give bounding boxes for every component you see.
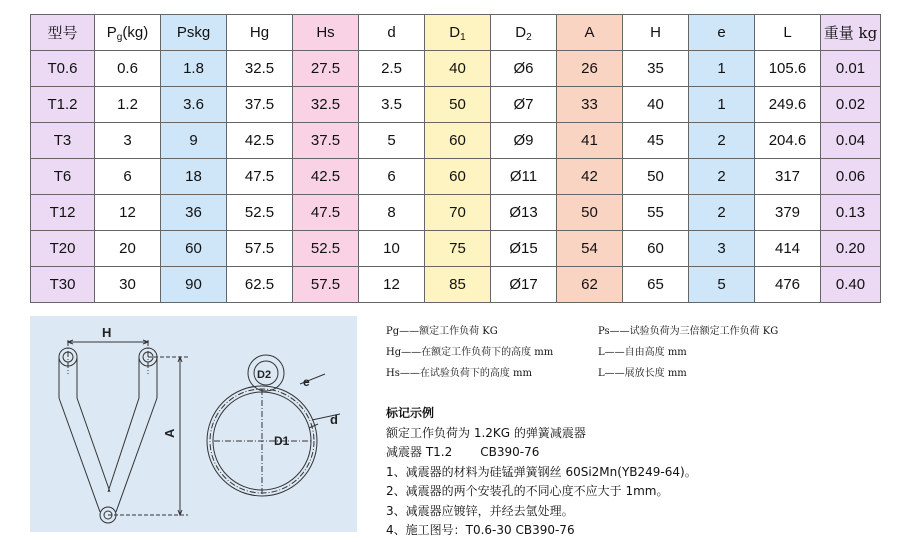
cell-model: T30 <box>31 267 95 303</box>
table-body <box>31 51 881 303</box>
notes-line-2-part-b: CB390-76 <box>480 445 540 459</box>
label-h: H <box>102 325 112 340</box>
cell-d2: Ø7 <box>491 87 557 123</box>
cell-weight: 0.06 <box>821 159 881 195</box>
spec-table <box>30 14 881 303</box>
label-d1: D1 <box>274 434 290 448</box>
cell-model: T20 <box>31 231 95 267</box>
cell-d: 5 <box>359 123 425 159</box>
legend-ps: Ps——试验负荷为三倍额定工作负荷 KG <box>598 326 779 337</box>
cell-d2: Ø13 <box>491 195 557 231</box>
notes-line-6: 4、施工图号：T0.6-30 CB390-76 <box>386 523 575 537</box>
cell-d2: Ø17 <box>491 267 557 303</box>
table-row <box>31 159 881 195</box>
cell-d1: 50 <box>425 87 491 123</box>
cell-h: 50 <box>623 159 689 195</box>
header-d1 <box>425 15 491 51</box>
notes-line-5: 3、减震器应镀锌，并经去氫处理。 <box>386 503 574 518</box>
cell-l: 476 <box>755 267 821 303</box>
cell-e: 2 <box>689 123 755 159</box>
header-d2-main: D <box>515 24 527 41</box>
cell-weight: 0.01 <box>821 51 881 87</box>
cell-d2: Ø15 <box>491 231 557 267</box>
cell-d: 8 <box>359 195 425 231</box>
cell-l: 414 <box>755 231 821 267</box>
cell-pskg: 60 <box>161 231 227 267</box>
cell-hg: 42.5 <box>227 123 293 159</box>
cell-hs: 27.5 <box>293 51 359 87</box>
header-hs: Hs <box>293 15 359 51</box>
cell-pg: 20 <box>95 231 161 267</box>
cell-h: 45 <box>623 123 689 159</box>
cell-d2: Ø6 <box>491 51 557 87</box>
cell-pg: 30 <box>95 267 161 303</box>
cell-a: 33 <box>557 87 623 123</box>
notes-line-4: 2、减震器的两个安装孔的不同心度不应大于 1mm。 <box>386 484 669 498</box>
cell-e: 2 <box>689 159 755 195</box>
notes-line-1: 额定工作负荷为 1.2KG 的弹簧减震器 <box>386 425 586 440</box>
cell-weight: 0.04 <box>821 123 881 159</box>
cell-d: 3.5 <box>359 87 425 123</box>
header-d: d <box>359 15 425 51</box>
cell-d1: 60 <box>425 159 491 195</box>
cell-l: 105.6 <box>755 51 821 87</box>
cell-d: 10 <box>359 231 425 267</box>
header-d1-sub: 1 <box>460 32 466 43</box>
marking-example-notes <box>386 404 876 541</box>
table-row <box>31 51 881 87</box>
cell-a: 62 <box>557 267 623 303</box>
cell-pskg: 1.8 <box>161 51 227 87</box>
spring-diagram <box>30 316 357 532</box>
cell-hs: 32.5 <box>293 87 359 123</box>
header-pg-main: P <box>106 24 117 41</box>
table-row <box>31 87 881 123</box>
legend-pg: Pg——额定工作负荷 KG <box>386 326 498 337</box>
cell-hs: 52.5 <box>293 231 359 267</box>
cell-a: 54 <box>557 231 623 267</box>
notes-line-2-part-a: 减震器 T1.2 <box>386 445 453 459</box>
cell-pg: 6 <box>95 159 161 195</box>
cell-hs: 57.5 <box>293 267 359 303</box>
cell-h: 35 <box>623 51 689 87</box>
cell-pskg: 90 <box>161 267 227 303</box>
cell-a: 41 <box>557 123 623 159</box>
cell-l: 249.6 <box>755 87 821 123</box>
label-e: e <box>303 375 310 389</box>
cell-model: T1.2 <box>31 87 95 123</box>
cell-hg: 32.5 <box>227 51 293 87</box>
diagram-panel <box>30 316 357 532</box>
cell-e: 2 <box>689 195 755 231</box>
header-d1-main: D <box>449 24 461 41</box>
cell-e: 5 <box>689 267 755 303</box>
header-d2 <box>491 15 557 51</box>
header-pg-sub: g <box>116 32 123 43</box>
cell-pg: 0.6 <box>95 51 161 87</box>
table-row <box>31 123 881 159</box>
cell-model: T6 <box>31 159 95 195</box>
cell-d: 6 <box>359 159 425 195</box>
cell-hg: 47.5 <box>227 159 293 195</box>
header-l: L <box>755 15 821 51</box>
cell-pskg: 36 <box>161 195 227 231</box>
cell-h: 55 <box>623 195 689 231</box>
header-pskg: Pskg <box>161 15 227 51</box>
cell-hs: 42.5 <box>293 159 359 195</box>
cell-weight: 0.40 <box>821 267 881 303</box>
notes-title: 标记示例 <box>386 406 435 420</box>
cell-d1: 75 <box>425 231 491 267</box>
cell-l: 317 <box>755 159 821 195</box>
cell-pg: 3 <box>95 123 161 159</box>
cell-d: 2.5 <box>359 51 425 87</box>
legend-hs: Hs——在试验负荷下的高度 mm <box>386 368 532 379</box>
cell-model: T12 <box>31 195 95 231</box>
cell-d1: 70 <box>425 195 491 231</box>
notes-line-3: 1、减震器的材料为硅锰弹簧钢丝 60Si2Mn(YB249-64)。 <box>386 464 697 479</box>
cell-pskg: 9 <box>161 123 227 159</box>
cell-weight: 0.02 <box>821 87 881 123</box>
header-h: H <box>623 15 689 51</box>
header-hg: Hg <box>227 15 293 51</box>
table-row <box>31 231 881 267</box>
cell-h: 65 <box>623 267 689 303</box>
cell-d2: Ø9 <box>491 123 557 159</box>
cell-weight: 0.13 <box>821 195 881 231</box>
symbol-legend <box>386 322 876 382</box>
header-pg <box>95 15 161 51</box>
header-pg-tail: (kg) <box>122 24 149 41</box>
cell-d: 12 <box>359 267 425 303</box>
notes-line-2 <box>386 443 876 463</box>
table-header-row <box>31 15 881 51</box>
cell-hg: 62.5 <box>227 267 293 303</box>
label-d2: D2 <box>257 369 272 381</box>
top-view-drawing <box>207 355 340 496</box>
cell-h: 60 <box>623 231 689 267</box>
label-a: A <box>162 428 177 438</box>
cell-hs: 37.5 <box>293 123 359 159</box>
header-model: 型号 <box>31 15 95 51</box>
cell-l: 379 <box>755 195 821 231</box>
cell-model: T3 <box>31 123 95 159</box>
table-row <box>31 195 881 231</box>
cell-model: T0.6 <box>31 51 95 87</box>
cell-a: 26 <box>557 51 623 87</box>
cell-e: 1 <box>689 51 755 87</box>
legend-l: L——自由高度 mm <box>598 347 687 358</box>
cell-d2: Ø11 <box>491 159 557 195</box>
header-weight: 重量 kg <box>821 15 881 51</box>
cell-weight: 0.20 <box>821 231 881 267</box>
label-d: d <box>330 412 338 427</box>
cell-pskg: 18 <box>161 159 227 195</box>
header-e: e <box>689 15 755 51</box>
cell-pg: 12 <box>95 195 161 231</box>
cell-hg: 52.5 <box>227 195 293 231</box>
cell-hg: 37.5 <box>227 87 293 123</box>
cell-d1: 85 <box>425 267 491 303</box>
table-row <box>31 267 881 303</box>
cell-hg: 57.5 <box>227 231 293 267</box>
cell-e: 3 <box>689 231 755 267</box>
cell-h: 40 <box>623 87 689 123</box>
legend-hg: Hg——在额定工作负荷下的高度 mm <box>386 347 554 358</box>
cell-pskg: 3.6 <box>161 87 227 123</box>
cell-l: 204.6 <box>755 123 821 159</box>
header-a: A <box>557 15 623 51</box>
cell-a: 42 <box>557 159 623 195</box>
header-d2-sub: 2 <box>526 32 532 43</box>
cell-a: 50 <box>557 195 623 231</box>
cell-d1: 40 <box>425 51 491 87</box>
cell-pg: 1.2 <box>95 87 161 123</box>
cell-hs: 47.5 <box>293 195 359 231</box>
cell-e: 1 <box>689 87 755 123</box>
cell-d1: 60 <box>425 123 491 159</box>
legend-l2: L——展放长度 mm <box>598 368 687 379</box>
